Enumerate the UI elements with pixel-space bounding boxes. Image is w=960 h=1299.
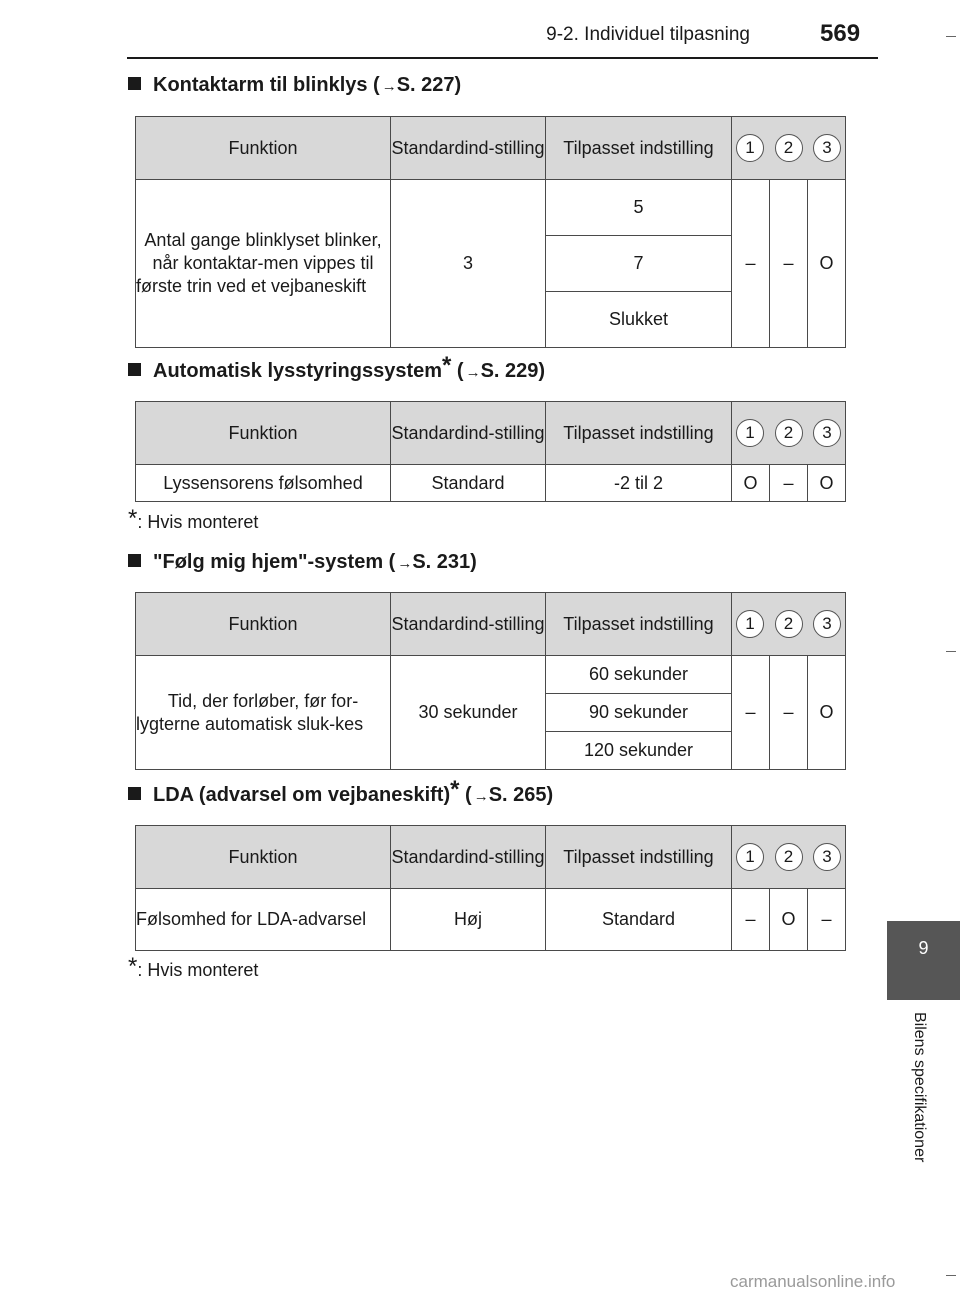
bullet-square-icon bbox=[128, 554, 141, 567]
col-header-numbers bbox=[732, 826, 846, 889]
cell-col2: – bbox=[770, 656, 808, 770]
cell-funktion: Lyssensorens følsomhed bbox=[136, 465, 391, 502]
table-row bbox=[136, 656, 846, 694]
col-header-tilpasset: Tilpasset indstilling bbox=[546, 826, 732, 889]
asterisk-mark: * bbox=[450, 776, 460, 803]
arrow-right-icon: → bbox=[381, 78, 397, 95]
page-ref-link[interactable]: S. 229) bbox=[480, 360, 546, 382]
cell-col3: O bbox=[808, 465, 846, 502]
cell-col1: – bbox=[732, 889, 770, 951]
col-header-tilpasset: Tilpasset indstilling bbox=[546, 593, 732, 656]
circle-2-icon: 2 bbox=[775, 843, 803, 871]
table-row bbox=[136, 889, 846, 951]
table-header-row bbox=[136, 402, 846, 465]
circle-3-icon: 3 bbox=[813, 843, 841, 871]
col-header-numbers bbox=[732, 117, 846, 180]
col-header-standard: Standardind-stilling bbox=[391, 593, 546, 656]
bullet-square-icon bbox=[128, 787, 141, 800]
header-rule bbox=[127, 57, 878, 59]
chapter-tab bbox=[887, 921, 960, 1000]
table-header-row bbox=[136, 826, 846, 889]
circle-2-icon: 2 bbox=[775, 134, 803, 162]
bullet-square-icon bbox=[128, 363, 141, 376]
circle-3-icon: 3 bbox=[813, 419, 841, 447]
cell-col2: O bbox=[770, 889, 808, 951]
cell-col1: – bbox=[732, 656, 770, 770]
footnote: *: Hvis monteret bbox=[128, 953, 259, 980]
cell-option: 5 bbox=[546, 180, 732, 236]
cell-col3: O bbox=[808, 656, 846, 770]
asterisk-mark: * bbox=[442, 352, 452, 379]
col-header-standard: Standardind-stilling bbox=[391, 117, 546, 180]
cell-col3: O bbox=[808, 180, 846, 348]
circle-3-icon: 3 bbox=[813, 134, 841, 162]
chapter-tab-number: 9 bbox=[918, 938, 929, 958]
col-header-funktion: Funktion bbox=[136, 117, 391, 180]
col-header-funktion: Funktion bbox=[136, 826, 391, 889]
circle-1-icon: 1 bbox=[736, 134, 764, 162]
col-header-numbers bbox=[732, 402, 846, 465]
table-lysstyring bbox=[135, 401, 846, 502]
bullet-square-icon bbox=[128, 77, 141, 90]
cell-standard: 3 bbox=[391, 180, 546, 348]
circle-2-icon: 2 bbox=[775, 610, 803, 638]
watermark: carmanualsonline.info bbox=[730, 1272, 896, 1291]
circle-1-icon: 1 bbox=[736, 843, 764, 871]
cell-option: 7 bbox=[546, 236, 732, 292]
table-row bbox=[136, 465, 846, 502]
chapter-title: 9-2. Individuel tilpasning bbox=[546, 24, 750, 45]
cell-funktion: Følsomhed for LDA-advarsel bbox=[136, 889, 391, 951]
circle-3-icon: 3 bbox=[813, 610, 841, 638]
circle-1-icon: 1 bbox=[736, 419, 764, 447]
margin-tick bbox=[946, 36, 956, 37]
cell-col1: – bbox=[732, 180, 770, 348]
section-heading-blinklys: Kontaktarm til blinklys ( →S. 227) bbox=[128, 74, 461, 97]
page-number: 569 bbox=[820, 20, 861, 47]
table-foelg-mig-hjem bbox=[135, 592, 846, 770]
cell-col2: – bbox=[770, 465, 808, 502]
cell-tilpasset: Standard bbox=[546, 889, 732, 951]
cell-col3: – bbox=[808, 889, 846, 951]
col-header-tilpasset: Tilpasset indstilling bbox=[546, 117, 732, 180]
table-lda bbox=[135, 825, 846, 951]
table-header-row bbox=[136, 117, 846, 180]
page-ref-link[interactable]: S. 265) bbox=[488, 784, 554, 806]
section-heading-lysstyring: Automatisk lysstyringssystem* ( →S. 229) bbox=[128, 360, 545, 383]
col-header-tilpasset: Tilpasset indstilling bbox=[546, 402, 732, 465]
col-header-numbers bbox=[732, 593, 846, 656]
cell-option: 60 sekunder bbox=[546, 656, 732, 694]
cell-option: Slukket bbox=[546, 292, 732, 348]
page-ref-link[interactable]: S. 227) bbox=[396, 74, 462, 96]
cell-standard: Høj bbox=[391, 889, 546, 951]
section-heading-lda: LDA (advarsel om vejbaneskift)* ( →S. 265) bbox=[128, 784, 553, 807]
cell-tilpasset: -2 til 2 bbox=[546, 465, 732, 502]
footnote: *: Hvis monteret bbox=[128, 505, 259, 532]
margin-tick bbox=[946, 651, 956, 652]
cell-col1: O bbox=[732, 465, 770, 502]
table-blinklys bbox=[135, 116, 846, 348]
chapter-tab-label: Bilens specifikationer bbox=[911, 1012, 928, 1163]
cell-funktion: Tid, der forløber, før for-lygterne automatisk sluk-kes bbox=[136, 656, 391, 770]
cell-funktion: Antal gange blinklyset blinker, når kontaktar-men vippes til første trin ved et vejbaneskift bbox=[136, 180, 391, 348]
margin-tick bbox=[946, 1275, 956, 1276]
arrow-right-icon: → bbox=[397, 555, 413, 572]
col-header-standard: Standardind-stilling bbox=[391, 402, 546, 465]
cell-option: 120 sekunder bbox=[546, 732, 732, 770]
col-header-standard: Standardind-stilling bbox=[391, 826, 546, 889]
page-ref-link[interactable]: S. 231) bbox=[412, 551, 477, 573]
col-header-funktion: Funktion bbox=[136, 402, 391, 465]
circle-2-icon: 2 bbox=[775, 419, 803, 447]
cell-standard: Standard bbox=[391, 465, 546, 502]
col-header-funktion: Funktion bbox=[136, 593, 391, 656]
arrow-right-icon: → bbox=[473, 788, 489, 805]
table-header-row bbox=[136, 593, 846, 656]
cell-option: 90 sekunder bbox=[546, 694, 732, 732]
cell-standard: 30 sekunder bbox=[391, 656, 546, 770]
arrow-right-icon: → bbox=[465, 364, 481, 381]
section-heading-foelg-mig-hjem: "Følg mig hjem"-system ( →S. 231) bbox=[128, 551, 477, 574]
cell-col2: – bbox=[770, 180, 808, 348]
table-row bbox=[136, 180, 846, 236]
circle-1-icon: 1 bbox=[736, 610, 764, 638]
